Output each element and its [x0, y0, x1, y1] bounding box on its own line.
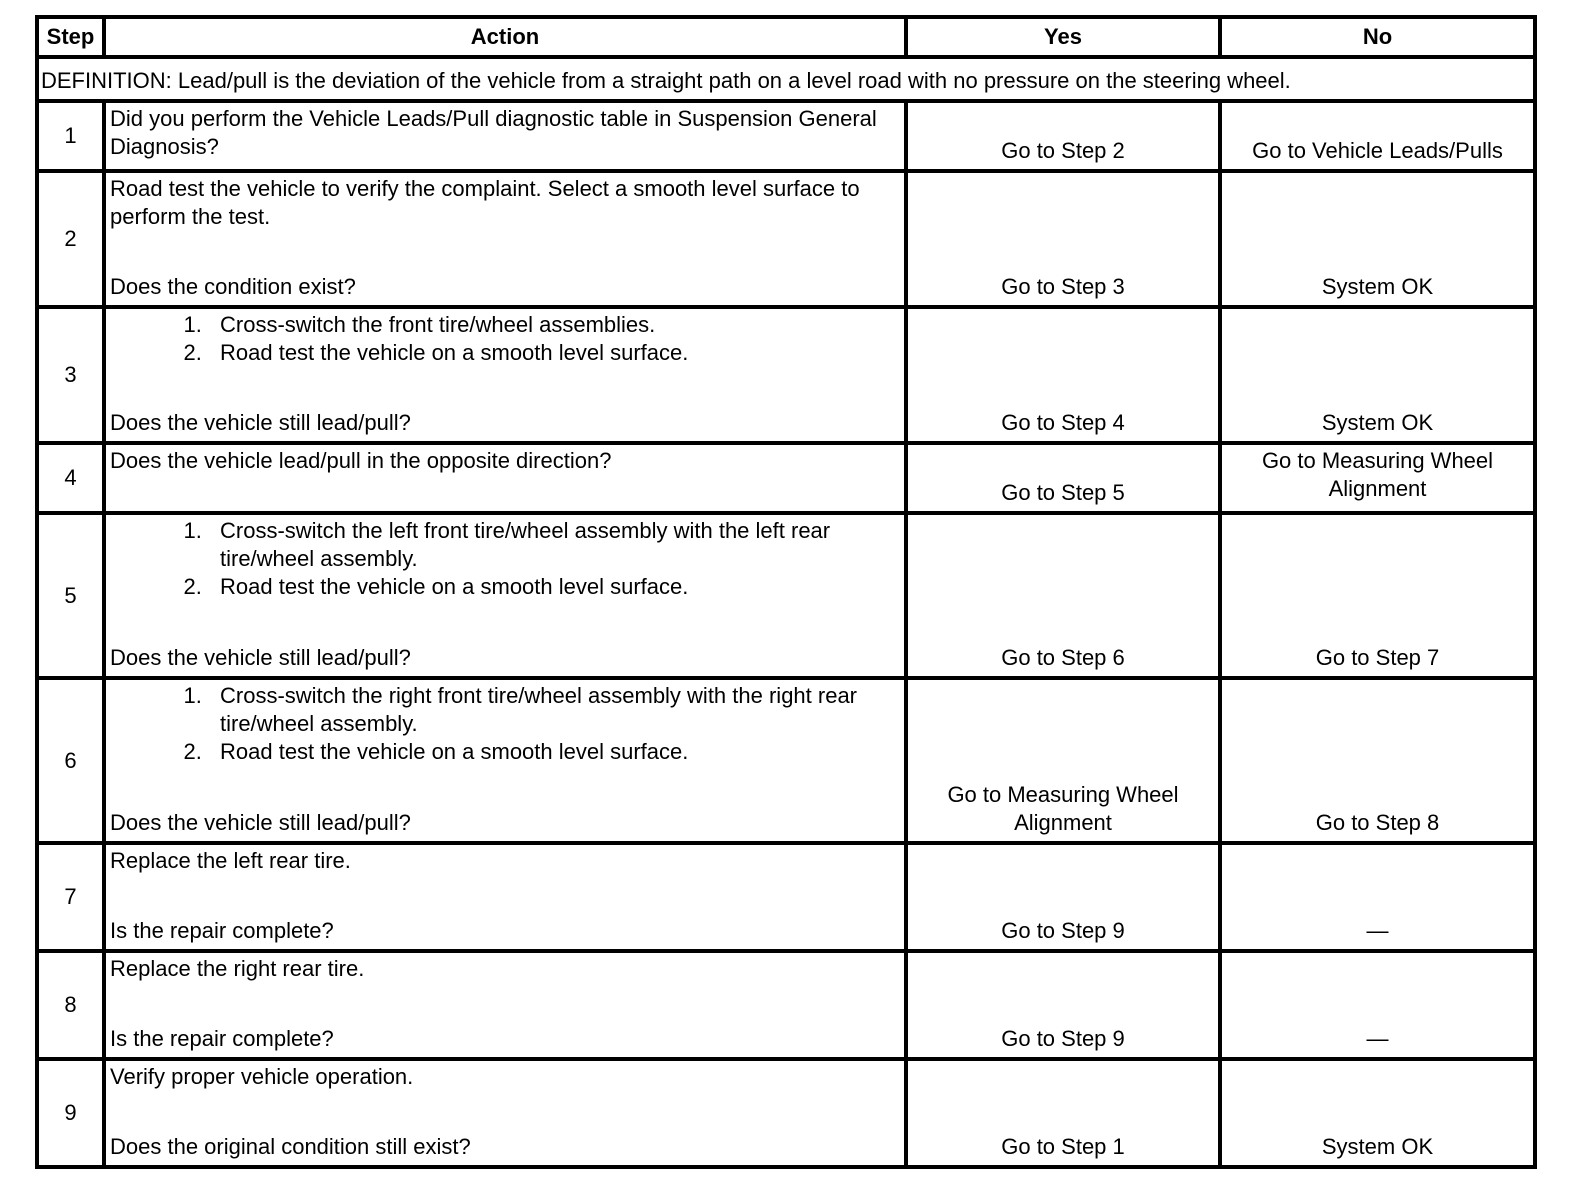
diagnostic-table — [35, 15, 1537, 1169]
instruction-list — [110, 311, 900, 367]
no-result: — — [1220, 843, 1535, 951]
question-text: Is the repair complete? — [110, 1026, 334, 1051]
action-text: Replace the left rear tire. — [110, 848, 351, 873]
instruction-list — [110, 517, 900, 601]
yes-result: Go to Step 4 — [906, 307, 1220, 443]
header-no: No — [1220, 17, 1535, 57]
no-result: Go to Vehicle Leads/Pulls — [1220, 101, 1535, 171]
action-cell — [104, 513, 906, 678]
list-item: 2. Road test the vehicle on a smooth level surface. — [208, 738, 900, 766]
action-text: Does the vehicle lead/pull in the opposite direction? — [104, 443, 906, 513]
no-result: Go to Step 7 — [1220, 513, 1535, 678]
list-item: 1. Cross-switch the left front tire/wheel assembly with the left rear tire/wheel assembly. — [208, 517, 900, 573]
no-result: Go to Measuring Wheel Alignment — [1220, 443, 1535, 513]
action-cell — [104, 1059, 906, 1167]
header-row — [37, 17, 1535, 57]
action-text: Did you perform the Vehicle Leads/Pull diagnostic table in Suspension General Diagnosis? — [104, 101, 906, 171]
instruction-list — [110, 682, 900, 766]
action-text: Verify proper vehicle operation. — [110, 1064, 414, 1089]
yes-result: Go to Step 5 — [906, 443, 1220, 513]
step-number: 9 — [37, 1059, 104, 1167]
question-text: Does the condition exist? — [110, 274, 356, 299]
list-item: 1. Cross-switch the right front tire/wheel assembly with the right rear tire/wheel assembly. — [208, 682, 900, 738]
question-text: Does the original condition still exist? — [110, 1134, 471, 1159]
no-result: Go to Step 8 — [1220, 678, 1535, 843]
action-text: Road test the vehicle to verify the complaint. Select a smooth level surface to perform the test. — [110, 176, 860, 229]
action-cell — [104, 307, 906, 443]
action-cell — [104, 678, 906, 843]
yes-result: Go to Step 6 — [906, 513, 1220, 678]
table-row — [37, 101, 1535, 171]
list-item: 1. Cross-switch the front tire/wheel assemblies. — [208, 311, 900, 339]
no-result: System OK — [1220, 307, 1535, 443]
definition-text: DEFINITION: Lead/pull is the deviation of the vehicle from a straight path on a level road with no pressure on the steering wheel. — [37, 57, 1535, 101]
step-number: 1 — [37, 101, 104, 171]
yes-result: Go to Step 3 — [906, 171, 1220, 307]
yes-result: Go to Step 9 — [906, 843, 1220, 951]
table-row — [37, 1059, 1535, 1167]
table-row — [37, 443, 1535, 513]
step-number: 6 — [37, 678, 104, 843]
yes-result: Go to Step 1 — [906, 1059, 1220, 1167]
yes-result: Go to Measuring Wheel Alignment — [906, 678, 1220, 843]
header-yes: Yes — [906, 17, 1220, 57]
question-text: Does the vehicle still lead/pull? — [110, 810, 411, 835]
table-row — [37, 171, 1535, 307]
no-result: System OK — [1220, 1059, 1535, 1167]
table-row — [37, 307, 1535, 443]
question-text: Does the vehicle still lead/pull? — [110, 410, 411, 435]
no-result: — — [1220, 951, 1535, 1059]
action-text: Replace the right rear tire. — [110, 956, 365, 981]
table-row — [37, 678, 1535, 843]
step-number: 3 — [37, 307, 104, 443]
step-number: 7 — [37, 843, 104, 951]
list-item: 2. Road test the vehicle on a smooth level surface. — [208, 573, 900, 601]
step-number: 4 — [37, 443, 104, 513]
table-row — [37, 513, 1535, 678]
action-cell — [104, 843, 906, 951]
definition-row — [37, 57, 1535, 101]
question-text: Is the repair complete? — [110, 918, 334, 943]
no-result: System OK — [1220, 171, 1535, 307]
step-number: 2 — [37, 171, 104, 307]
table-row — [37, 951, 1535, 1059]
step-number: 5 — [37, 513, 104, 678]
header-action: Action — [104, 17, 906, 57]
question-text: Does the vehicle still lead/pull? — [110, 645, 411, 670]
step-number: 8 — [37, 951, 104, 1059]
action-cell — [104, 171, 906, 307]
header-step: Step — [37, 17, 104, 57]
list-item: 2. Road test the vehicle on a smooth level surface. — [208, 339, 900, 367]
yes-result: Go to Step 2 — [906, 101, 1220, 171]
table-row — [37, 843, 1535, 951]
yes-result: Go to Step 9 — [906, 951, 1220, 1059]
action-cell — [104, 951, 906, 1059]
